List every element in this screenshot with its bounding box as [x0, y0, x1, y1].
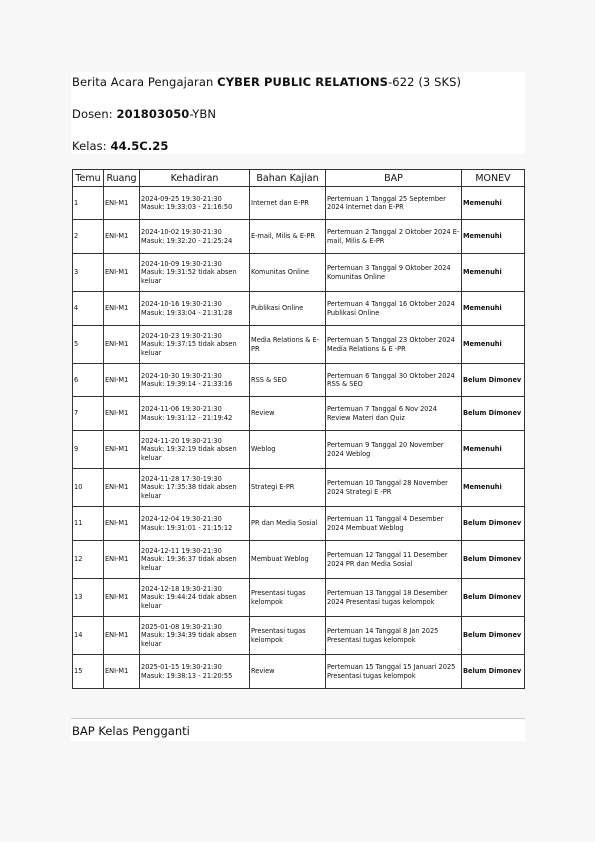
course-suffix: -622 (3 SKS)	[388, 75, 462, 89]
cell-bahan-kajian: Membuat Weblog	[250, 541, 326, 579]
table-row	[73, 541, 525, 579]
cell-bap: Pertemuan 14 Tanggal 8 Jan 2025 Presentasi tugas kelompok	[326, 617, 462, 655]
lecturer-label: Dosen:	[72, 107, 117, 121]
table-row	[73, 220, 525, 254]
cell-kehadiran	[140, 617, 250, 655]
schedule-time: 2024-11-20 19:30-21:30	[141, 436, 222, 445]
cell-bap: Pertemuan 3 Tanggal 9 Oktober 2024 Komunitas Online	[326, 254, 462, 292]
table-header-row	[73, 170, 525, 187]
cell-bahan-kajian: Publikasi Online	[250, 292, 326, 326]
cell-ruang: ENI-M1	[104, 326, 140, 364]
check-in-time: Masuk: 19:31:52 tidak absen keluar	[141, 268, 237, 285]
cell-kehadiran	[140, 507, 250, 541]
cell-bap: Pertemuan 15 Tanggal 15 Januari 2025 Presentasi tugas kelompok	[326, 655, 462, 689]
cell-bap: Pertemuan 2 Tanggal 2 Oktober 2024 E-mail, Milis & E-PR	[326, 220, 462, 254]
check-in-time: Masuk: 19:38:13 - 21:20:55	[141, 671, 233, 680]
cell-temu: 15	[73, 655, 104, 689]
cell-ruang: ENI-M1	[104, 187, 140, 220]
cell-ruang: ENI-M1	[104, 579, 140, 617]
cell-bahan-kajian: E-mail, Milis & E-PR	[250, 220, 326, 254]
check-in-time: Masuk: 19:39:14 - 21:33:16	[141, 380, 233, 388]
schedule-time: 2024-11-28 17:30-19:30	[141, 474, 222, 483]
header-monev: MONEV	[462, 170, 525, 187]
cell-ruang: ENI-M1	[104, 364, 140, 397]
cell-kehadiran	[140, 655, 250, 689]
cell-bahan-kajian: Review	[250, 655, 326, 689]
cell-monev: Belum Dimonev	[462, 617, 525, 655]
cell-monev: Belum Dimonev	[462, 364, 525, 397]
cell-temu: 3	[73, 254, 104, 292]
schedule-time: 2024-10-02 19:30-21:30	[141, 228, 222, 236]
lecturer-line	[72, 107, 216, 121]
cell-bahan-kajian: Internet dan E-PR	[250, 187, 326, 220]
cell-kehadiran	[140, 579, 250, 617]
cell-temu: 6	[73, 364, 104, 397]
header-temu: Temu	[73, 170, 104, 187]
cell-temu: 2	[73, 220, 104, 254]
cell-bap: Pertemuan 10 Tanggal 28 November 2024 Strategi E -PR	[326, 469, 462, 507]
cell-ruang: ENI-M1	[104, 431, 140, 469]
cell-temu: 10	[73, 469, 104, 507]
schedule-time: 2024-12-04 19:30-21:30	[141, 515, 222, 523]
schedule-time: 2024-10-16 19:30-21:30	[141, 300, 222, 308]
cell-monev: Memenuhi	[462, 292, 525, 326]
schedule-time: 2024-10-30 19:30-21:30	[141, 371, 222, 380]
cell-monev: Belum Dimonev	[462, 655, 525, 689]
cell-monev: Memenuhi	[462, 431, 525, 469]
class-label: Kelas:	[72, 139, 111, 153]
cell-kehadiran	[140, 431, 250, 469]
cell-bahan-kajian: Strategi E-PR	[250, 469, 326, 507]
table-row	[73, 579, 525, 617]
header-bap: BAP	[326, 170, 462, 187]
header-ruang: Ruang	[104, 170, 140, 187]
cell-bap: Pertemuan 12 Tanggal 11 Desember 2024 PR dan Media Sosial	[326, 541, 462, 579]
cell-bahan-kajian: Weblog	[250, 431, 326, 469]
cell-temu: 13	[73, 579, 104, 617]
document-title	[72, 75, 461, 89]
cell-monev: Memenuhi	[462, 187, 525, 220]
cell-ruang: ENI-M1	[104, 507, 140, 541]
check-in-time: Masuk: 19:34:39 tidak absen keluar	[141, 631, 237, 648]
check-in-time: Masuk: 19:32:20 - 21:25:24	[141, 236, 233, 245]
class-name: 44.5C.25	[110, 139, 169, 153]
title-prefix: Berita Acara Pengajaran	[72, 75, 218, 89]
schedule-time: 2024-10-09 19:30-21:30	[141, 259, 222, 268]
attendance-table	[72, 169, 525, 689]
cell-bap: Pertemuan 1 Tanggal 25 September 2024 Internet dan E-PR	[326, 187, 462, 220]
schedule-time: 2024-09-25 19:30-21:30	[141, 194, 222, 203]
table-row	[73, 431, 525, 469]
cell-ruang: ENI-M1	[104, 292, 140, 326]
cell-ruang: ENI-M1	[104, 655, 140, 689]
lecturer-id: 201803050	[116, 107, 190, 121]
cell-monev: Belum Dimonev	[462, 397, 525, 431]
schedule-time: 2024-12-18 19:30-21:30	[141, 584, 222, 593]
table-row	[73, 617, 525, 655]
header-kehadiran: Kehadiran	[140, 170, 250, 187]
check-in-time: Masuk: 19:44:24 tidak absen keluar	[141, 593, 237, 610]
cell-kehadiran	[140, 326, 250, 364]
cell-temu: 4	[73, 292, 104, 326]
replacement-class-title: BAP Kelas Pengganti	[72, 724, 190, 738]
cell-bahan-kajian: Komunitas Online	[250, 254, 326, 292]
cell-kehadiran	[140, 292, 250, 326]
cell-bahan-kajian: PR dan Media Sosial	[250, 507, 326, 541]
class-line	[72, 139, 169, 153]
table-row	[73, 187, 525, 220]
cell-kehadiran	[140, 187, 250, 220]
cell-bap: Pertemuan 4 Tanggal 16 Oktober 2024 Publikasi Online	[326, 292, 462, 326]
check-in-time: Masuk: 19:32:19 tidak absen keluar	[141, 445, 237, 462]
lecturer-suffix: -YBN	[189, 107, 217, 121]
cell-ruang: ENI-M1	[104, 397, 140, 431]
cell-bap: Pertemuan 11 Tanggal 4 Desember 2024 Membuat Weblog	[326, 507, 462, 541]
cell-temu: 11	[73, 507, 104, 541]
header-bahan-kajian: Bahan Kajian	[250, 170, 326, 187]
cell-kehadiran	[140, 469, 250, 507]
schedule-time: 2025-01-08 19:30-21:30	[141, 622, 222, 631]
table-row	[73, 364, 525, 397]
cell-bap: Pertemuan 7 Tanggal 6 Nov 2024 Review Materi dan Quiz	[326, 397, 462, 431]
check-in-time: Masuk: 19:33:03 - 21:16:50	[141, 203, 233, 211]
cell-ruang: ENI-M1	[104, 541, 140, 579]
table-row	[73, 469, 525, 507]
table-row	[73, 397, 525, 431]
cell-bahan-kajian: Review	[250, 397, 326, 431]
cell-ruang: ENI-M1	[104, 617, 140, 655]
cell-monev: Memenuhi	[462, 254, 525, 292]
cell-temu: 12	[73, 541, 104, 579]
cell-kehadiran	[140, 541, 250, 579]
cell-monev: Belum Dimonev	[462, 579, 525, 617]
cell-kehadiran	[140, 364, 250, 397]
table-row	[73, 507, 525, 541]
table-row	[73, 254, 525, 292]
schedule-time: 2024-10-23 19:30-21:30	[141, 331, 222, 340]
table-row	[73, 292, 525, 326]
cell-ruang: ENI-M1	[104, 469, 140, 507]
course-name: CYBER PUBLIC RELATIONS	[217, 75, 389, 89]
cell-monev: Memenuhi	[462, 326, 525, 364]
cell-bap: Pertemuan 9 Tanggal 20 November 2024 Weblog	[326, 431, 462, 469]
schedule-time: 2024-12-11 19:30-21:30	[141, 546, 222, 555]
cell-temu: 5	[73, 326, 104, 364]
schedule-time: 2025-01-15 19:30-21:30	[141, 663, 222, 671]
cell-ruang: ENI-M1	[104, 220, 140, 254]
check-in-time: Masuk: 19:31:12 - 21:19:42	[141, 413, 233, 422]
cell-temu: 1	[73, 187, 104, 220]
cell-temu: 9	[73, 431, 104, 469]
cell-kehadiran	[140, 397, 250, 431]
cell-bahan-kajian: Presentasi tugas kelompok	[250, 617, 326, 655]
cell-monev: Memenuhi	[462, 469, 525, 507]
cell-monev: Memenuhi	[462, 220, 525, 254]
table-row	[73, 655, 525, 689]
cell-bahan-kajian: Presentasi tugas kelompok	[250, 579, 326, 617]
cell-monev: Belum Dimonev	[462, 507, 525, 541]
check-in-time: Masuk: 19:33:04 - 21:31:28	[141, 308, 233, 317]
cell-bap: Pertemuan 6 Tanggal 30 Oktober 2024 RSS & SEO	[326, 364, 462, 397]
check-in-time: Masuk: 19:37:15 tidak absen keluar	[141, 340, 237, 357]
cell-monev: Belum Dimonev	[462, 541, 525, 579]
check-in-time: Masuk: 17:35:38 tidak absen keluar	[141, 483, 237, 500]
schedule-time: 2024-11-06 19:30-21:30	[141, 405, 222, 413]
cell-temu: 14	[73, 617, 104, 655]
cell-bap: Pertemuan 5 Tanggal 23 Oktober 2024 Media Relations & E -PR	[326, 326, 462, 364]
check-in-time: Masuk: 19:31:01 - 21:15:12	[141, 523, 233, 532]
cell-temu: 7	[73, 397, 104, 431]
cell-bap: Pertemuan 13 Tanggal 18 Desember 2024 Presentasi tugas kelompok	[326, 579, 462, 617]
cell-bahan-kajian: Media Relations & E-PR	[250, 326, 326, 364]
cell-bahan-kajian: RSS & SEO	[250, 364, 326, 397]
cell-kehadiran	[140, 220, 250, 254]
cell-ruang: ENI-M1	[104, 254, 140, 292]
cell-kehadiran	[140, 254, 250, 292]
table-row	[73, 326, 525, 364]
check-in-time: Masuk: 19:36:37 tidak absen keluar	[141, 555, 237, 572]
